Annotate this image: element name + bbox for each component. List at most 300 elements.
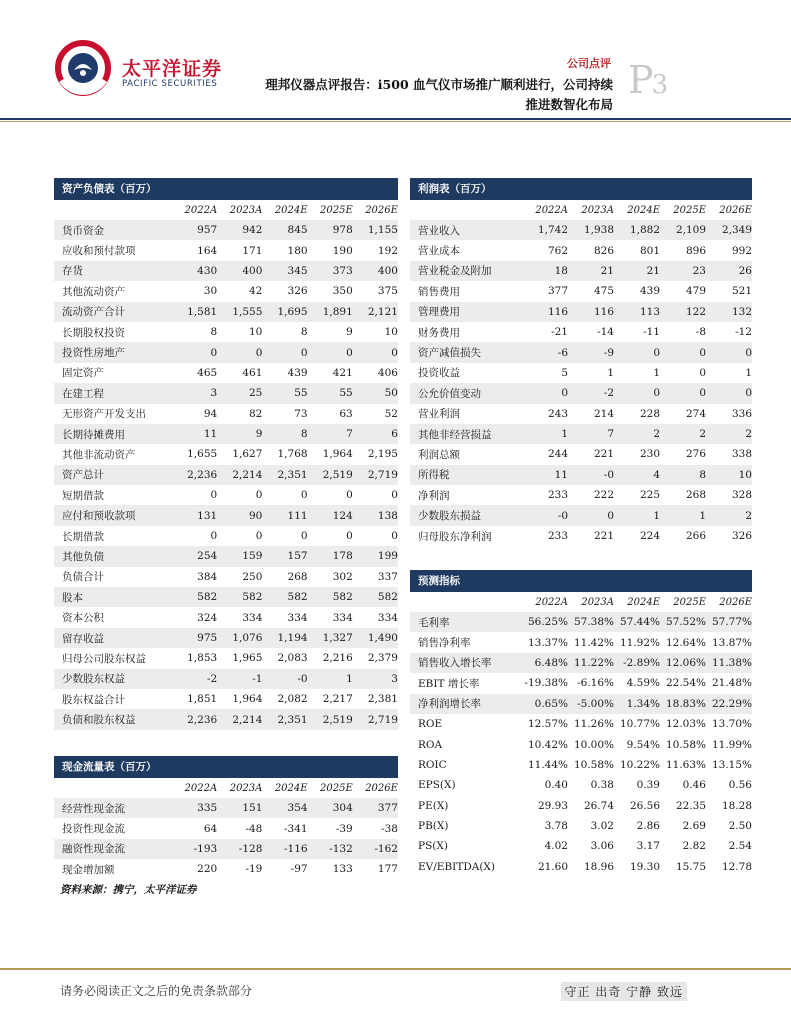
table-row bbox=[54, 546, 398, 566]
year-header: 2022A bbox=[535, 596, 568, 608]
row-value: 11.42% bbox=[573, 636, 614, 649]
row-value: 113 bbox=[639, 305, 660, 318]
row-value: 157 bbox=[287, 550, 308, 563]
row-value: 762 bbox=[547, 244, 568, 257]
row-value: 1,964 bbox=[322, 448, 353, 461]
row-value: 1,853 bbox=[187, 652, 218, 665]
row-value: 122 bbox=[685, 305, 706, 318]
row-value: 159 bbox=[242, 550, 263, 563]
row-value: 221 bbox=[593, 448, 614, 461]
row-value: 21 bbox=[646, 264, 660, 277]
row-value: 2.69 bbox=[682, 820, 706, 833]
row-value: 25 bbox=[249, 387, 263, 400]
row-value: 244 bbox=[547, 448, 568, 461]
row-value: 3 bbox=[210, 387, 218, 400]
row-value: 582 bbox=[242, 591, 263, 604]
row-value: 465 bbox=[197, 366, 218, 379]
row-value: 11.22% bbox=[573, 656, 614, 669]
row-value: -21 bbox=[551, 326, 568, 339]
row-value: 406 bbox=[377, 366, 398, 379]
year-header: 2022A bbox=[184, 782, 218, 794]
row-value: -193 bbox=[193, 842, 218, 855]
row-value: 8 bbox=[300, 428, 308, 441]
row-value: 400 bbox=[377, 264, 398, 277]
year-header: 2026E bbox=[719, 596, 752, 608]
page-number: P3 bbox=[628, 58, 669, 102]
row-label: 应收和预付款项 bbox=[62, 245, 136, 258]
year-header-row bbox=[54, 200, 398, 220]
row-value: 55 bbox=[339, 387, 353, 400]
row-value: 1 bbox=[561, 428, 568, 441]
row-value: -341 bbox=[283, 822, 308, 835]
row-value: 15.75 bbox=[675, 860, 706, 873]
footer-disclaimer: 请务必阅读正文之后的免责条款部分 bbox=[60, 984, 253, 998]
row-label: 管理费用 bbox=[418, 306, 460, 319]
row-value: 268 bbox=[287, 570, 308, 583]
row-value: 957 bbox=[197, 224, 218, 237]
row-value: 224 bbox=[639, 530, 660, 543]
row-value: 42 bbox=[249, 285, 263, 298]
row-value: 11 bbox=[203, 428, 218, 441]
row-value: 2 bbox=[653, 428, 660, 441]
row-value: 0 bbox=[653, 346, 660, 359]
table-row bbox=[410, 505, 752, 525]
row-value: 22.29% bbox=[711, 697, 752, 710]
table-row bbox=[410, 404, 752, 424]
table-row bbox=[54, 607, 398, 627]
year-header: 2023A bbox=[229, 204, 263, 216]
row-value: 975 bbox=[197, 632, 218, 644]
row-value: 0 bbox=[699, 346, 706, 359]
row-value: 326 bbox=[287, 285, 308, 298]
row-value: -2 bbox=[603, 387, 614, 400]
row-value: 178 bbox=[332, 550, 353, 563]
row-value: 57.77% bbox=[711, 616, 752, 629]
year-header: 2024E bbox=[627, 204, 660, 216]
table-header-bar bbox=[54, 756, 398, 778]
row-label: PE(X) bbox=[418, 799, 449, 812]
row-label: 净利润 bbox=[418, 489, 450, 502]
row-label: 在建工程 bbox=[62, 387, 104, 400]
row-value: 2.50 bbox=[728, 820, 752, 833]
row-label: 负债合计 bbox=[62, 571, 104, 584]
table-row bbox=[410, 857, 752, 877]
row-value: -128 bbox=[238, 842, 263, 855]
row-label: 销售净利率 bbox=[418, 637, 471, 650]
row-value: 21.48% bbox=[711, 677, 752, 690]
table-row bbox=[54, 281, 398, 301]
row-value: 11 bbox=[554, 468, 568, 481]
table-row bbox=[54, 383, 398, 403]
row-value: 228 bbox=[639, 407, 660, 420]
row-value: -1 bbox=[252, 672, 263, 685]
table-header-bar bbox=[410, 178, 752, 200]
row-value: 2,195 bbox=[367, 448, 398, 461]
row-value: 26.74 bbox=[583, 799, 614, 812]
footer-motto: 守正 出奇 宁静 致远 bbox=[561, 982, 687, 1001]
row-label: EV/EBITDA(X) bbox=[418, 860, 495, 873]
row-value: 334 bbox=[287, 611, 308, 624]
row-value: 11.92% bbox=[619, 636, 660, 649]
row-value: 3 bbox=[391, 672, 398, 685]
row-label: 流动资产合计 bbox=[62, 306, 125, 319]
row-value: 7 bbox=[607, 428, 614, 441]
row-value: 1,768 bbox=[277, 448, 308, 461]
row-value: 845 bbox=[287, 224, 308, 237]
row-value: 0 bbox=[391, 346, 398, 359]
row-value: 254 bbox=[197, 550, 218, 563]
row-value: 13.87% bbox=[711, 636, 752, 649]
row-value: 268 bbox=[685, 489, 706, 502]
row-value: 439 bbox=[287, 366, 308, 379]
row-label: 短期借款 bbox=[62, 489, 104, 502]
table-row bbox=[410, 465, 752, 485]
row-value: 9 bbox=[346, 326, 353, 339]
row-value: -14 bbox=[597, 326, 614, 339]
row-value: 0 bbox=[346, 346, 353, 359]
row-value: 190 bbox=[332, 244, 353, 257]
row-label: 营业利润 bbox=[418, 408, 460, 421]
table-title: 现金流量表（百万） bbox=[62, 761, 157, 773]
row-value: 90 bbox=[249, 509, 263, 522]
row-value: 461 bbox=[242, 366, 263, 379]
row-value: 64 bbox=[203, 822, 218, 835]
row-label: 销售收入增长率 bbox=[418, 657, 492, 670]
row-value: 131 bbox=[197, 509, 218, 522]
footer-divider bbox=[0, 968, 791, 970]
row-value: 138 bbox=[377, 509, 398, 522]
table-row bbox=[54, 859, 398, 879]
row-label: ROE bbox=[418, 718, 443, 731]
row-label: 资本公积 bbox=[62, 612, 104, 625]
row-value: 230 bbox=[639, 448, 660, 461]
table-row bbox=[410, 632, 752, 652]
row-value: 1,965 bbox=[232, 652, 263, 665]
year-header: 2026E bbox=[365, 204, 398, 216]
row-value: 2,719 bbox=[367, 713, 398, 726]
row-label: 其他负债 bbox=[62, 550, 104, 563]
row-value: 5 bbox=[561, 366, 568, 379]
row-value: 336 bbox=[731, 407, 752, 420]
pacific-securities-logo-icon bbox=[54, 40, 112, 96]
cash-flow-table bbox=[54, 756, 398, 880]
year-header: 2026E bbox=[719, 204, 752, 216]
row-value: 1,695 bbox=[277, 305, 308, 318]
row-value: 582 bbox=[332, 591, 353, 604]
row-value: -19 bbox=[245, 863, 263, 876]
row-value: 377 bbox=[377, 802, 398, 815]
row-value: 1,964 bbox=[232, 693, 263, 706]
row-label: 利润总额 bbox=[418, 448, 460, 461]
row-value: 3.06 bbox=[590, 840, 614, 853]
table-row bbox=[410, 485, 752, 505]
row-value: -132 bbox=[329, 842, 353, 855]
row-value: 192 bbox=[377, 244, 398, 257]
company-name-cn: 太平洋证券 bbox=[122, 58, 223, 80]
year-header: 2026E bbox=[365, 782, 398, 794]
row-label: 营业收入 bbox=[418, 224, 460, 237]
table-row bbox=[410, 816, 752, 836]
row-value: 521 bbox=[731, 285, 752, 298]
row-value: 479 bbox=[685, 285, 706, 298]
row-value: 0 bbox=[300, 489, 308, 502]
row-value: -162 bbox=[374, 842, 398, 855]
table-row bbox=[410, 424, 752, 444]
row-value: 3.17 bbox=[636, 840, 660, 853]
table-row bbox=[410, 261, 752, 281]
year-header: 2022A bbox=[184, 204, 218, 216]
row-value: 377 bbox=[547, 285, 568, 298]
row-value: 11.26% bbox=[573, 718, 614, 731]
balance-sheet-table bbox=[54, 178, 398, 730]
row-value: 2,236 bbox=[187, 468, 218, 481]
table-row bbox=[54, 567, 398, 587]
row-value: 10.42% bbox=[527, 738, 568, 751]
row-value: 1,194 bbox=[277, 632, 308, 644]
table-row bbox=[54, 424, 398, 444]
row-label: ROA bbox=[418, 738, 443, 751]
row-value: 199 bbox=[377, 550, 398, 563]
row-value: 2.86 bbox=[636, 820, 660, 833]
row-label: 股本 bbox=[62, 591, 83, 604]
row-value: 801 bbox=[639, 244, 660, 257]
table-row bbox=[410, 383, 752, 403]
row-value: -19.38% bbox=[524, 677, 568, 690]
table-row bbox=[410, 363, 752, 383]
row-value: 0 bbox=[210, 530, 218, 543]
row-value: 2,719 bbox=[367, 468, 398, 481]
row-value: 116 bbox=[547, 305, 568, 318]
row-label: 其他非流动资产 bbox=[62, 448, 136, 461]
table-title: 预测指标 bbox=[418, 575, 460, 587]
row-value: 225 bbox=[639, 489, 660, 502]
row-value: 1,327 bbox=[322, 632, 353, 644]
company-logo bbox=[54, 40, 223, 96]
row-value: 4.59% bbox=[626, 677, 660, 690]
table-row bbox=[54, 240, 398, 260]
row-value: 21.60 bbox=[537, 860, 568, 873]
row-value: 324 bbox=[197, 611, 218, 624]
row-value: 1,882 bbox=[629, 224, 660, 237]
row-value: 18.28 bbox=[721, 799, 752, 812]
table-row bbox=[54, 465, 398, 485]
row-value: 354 bbox=[287, 802, 308, 815]
row-value: 400 bbox=[242, 264, 263, 277]
row-value: 375 bbox=[377, 285, 398, 298]
row-value: 6 bbox=[391, 428, 398, 441]
row-value: 0 bbox=[699, 387, 706, 400]
row-value: -116 bbox=[283, 842, 308, 855]
row-value: 151 bbox=[242, 802, 263, 815]
row-value: 57.38% bbox=[573, 616, 614, 629]
row-label: 净利润增长率 bbox=[418, 698, 481, 711]
row-value: -2.89% bbox=[623, 656, 660, 669]
table-row bbox=[410, 220, 752, 240]
row-value: 23 bbox=[692, 264, 706, 277]
row-value: 56.25% bbox=[527, 616, 568, 629]
row-value: 475 bbox=[593, 285, 614, 298]
row-value: 116 bbox=[593, 305, 614, 318]
row-value: 13.70% bbox=[711, 718, 752, 731]
row-value: 73 bbox=[294, 407, 308, 420]
row-value: 220 bbox=[197, 863, 218, 876]
row-value: 164 bbox=[197, 244, 218, 257]
row-value: -0 bbox=[557, 509, 568, 522]
row-value: 12.78 bbox=[721, 860, 752, 873]
row-value: 6.48% bbox=[534, 656, 568, 669]
table-row bbox=[54, 302, 398, 322]
row-label: 长期股权投资 bbox=[62, 326, 125, 339]
row-value: 2,349 bbox=[721, 224, 752, 237]
row-value: 0 bbox=[346, 530, 353, 543]
table-row bbox=[410, 342, 752, 362]
row-label: 留存收益 bbox=[62, 632, 104, 645]
row-value: 0 bbox=[255, 530, 263, 543]
row-value: 978 bbox=[332, 224, 353, 237]
row-value: 2 bbox=[745, 428, 752, 441]
row-value: 0.56 bbox=[728, 779, 752, 792]
row-label: 资产总计 bbox=[62, 469, 104, 482]
row-label: 负债和股东权益 bbox=[62, 714, 136, 727]
row-value: 4.02 bbox=[544, 840, 568, 853]
table-row bbox=[54, 342, 398, 362]
row-value: 132 bbox=[731, 305, 752, 318]
row-value: 222 bbox=[593, 489, 614, 502]
row-value: -2 bbox=[206, 672, 218, 685]
row-value: 0.39 bbox=[636, 779, 660, 792]
row-value: 11.99% bbox=[711, 738, 752, 751]
row-label: PB(X) bbox=[418, 820, 449, 833]
row-value: 430 bbox=[197, 264, 218, 277]
table-header-bar bbox=[410, 570, 752, 592]
table-row bbox=[54, 404, 398, 424]
row-value: 4 bbox=[653, 468, 660, 481]
row-value: 11.38% bbox=[711, 656, 752, 669]
row-value: 1,076 bbox=[232, 632, 263, 644]
row-value: 2,121 bbox=[367, 305, 398, 318]
row-value: 9.54% bbox=[626, 738, 660, 751]
table-row bbox=[54, 669, 398, 689]
year-header: 2025E bbox=[673, 204, 706, 216]
table-row bbox=[54, 444, 398, 464]
row-value: 373 bbox=[332, 264, 353, 277]
row-label: 货币资金 bbox=[62, 224, 104, 237]
row-label: 销售费用 bbox=[418, 285, 460, 298]
row-value: 1 bbox=[653, 366, 660, 379]
row-value: 0 bbox=[210, 489, 218, 502]
report-title-line1: 理邦仪器点评报告：i500 血气仪市场推广顺利进行，公司持续 bbox=[265, 77, 613, 92]
row-label: 营业成本 bbox=[418, 245, 460, 258]
row-value: 180 bbox=[287, 244, 308, 257]
year-header-row bbox=[54, 778, 398, 798]
row-value: -12 bbox=[735, 326, 752, 339]
row-value: 111 bbox=[287, 509, 308, 522]
row-value: 0 bbox=[607, 509, 614, 522]
row-value: 10 bbox=[384, 326, 398, 339]
table-row bbox=[410, 673, 752, 693]
row-label: 归母股东净利润 bbox=[418, 530, 492, 543]
row-value: 0 bbox=[653, 387, 660, 400]
row-value: 3.02 bbox=[590, 820, 614, 833]
row-value: 2.82 bbox=[682, 840, 706, 853]
row-value: 10.22% bbox=[619, 758, 660, 771]
row-label: 财务费用 bbox=[418, 326, 460, 339]
row-value: -8 bbox=[695, 326, 706, 339]
table-row bbox=[54, 818, 398, 838]
row-value: 26 bbox=[738, 264, 752, 277]
table-row bbox=[410, 526, 752, 546]
row-value: 22.54% bbox=[665, 677, 706, 690]
row-label: 所得税 bbox=[418, 469, 450, 482]
row-value: 22.35 bbox=[675, 799, 706, 812]
row-value: -0 bbox=[297, 672, 308, 685]
row-value: 1,490 bbox=[367, 632, 398, 644]
row-value: 334 bbox=[242, 611, 263, 624]
row-value: 439 bbox=[639, 285, 660, 298]
row-value: 10 bbox=[249, 326, 263, 339]
row-value: 1,938 bbox=[583, 224, 614, 237]
row-value: 243 bbox=[547, 407, 568, 420]
row-value: 221 bbox=[593, 530, 614, 543]
row-value: 0.65% bbox=[534, 697, 568, 710]
year-header: 2025E bbox=[320, 782, 353, 794]
row-label: 其他非经营损益 bbox=[418, 428, 492, 441]
row-value: 335 bbox=[197, 802, 218, 815]
row-value: -97 bbox=[290, 863, 308, 876]
row-value: 8 bbox=[300, 326, 308, 339]
row-value: 1,851 bbox=[187, 693, 218, 706]
row-value: -38 bbox=[381, 822, 398, 835]
table-row bbox=[54, 322, 398, 342]
row-value: 0 bbox=[255, 489, 263, 502]
row-value: 2,083 bbox=[277, 652, 308, 665]
table-row bbox=[54, 628, 398, 648]
table-row bbox=[410, 734, 752, 754]
row-value: 2 bbox=[745, 509, 752, 522]
row-value: 10.00% bbox=[573, 738, 614, 751]
row-value: 1 bbox=[653, 509, 660, 522]
row-value: 2,351 bbox=[277, 713, 308, 726]
row-value: 0 bbox=[745, 387, 752, 400]
row-value: 94 bbox=[203, 407, 218, 420]
row-value: 0.38 bbox=[590, 779, 614, 792]
row-value: 326 bbox=[731, 530, 752, 543]
row-label: 投资性房地产 bbox=[62, 347, 125, 360]
row-label: PS(X) bbox=[418, 840, 448, 853]
row-value: 2,351 bbox=[277, 468, 308, 481]
row-value: 12.57% bbox=[527, 718, 568, 731]
row-value: 1 bbox=[607, 366, 614, 379]
row-value: 1 bbox=[346, 672, 353, 685]
row-value: -5.00% bbox=[577, 697, 614, 710]
row-label: 投资性现金流 bbox=[62, 823, 125, 836]
row-value: 8 bbox=[210, 326, 218, 339]
year-header: 2025E bbox=[673, 596, 706, 608]
row-value: 55 bbox=[294, 387, 308, 400]
table-row bbox=[54, 709, 398, 729]
row-label: 股东权益合计 bbox=[62, 693, 125, 706]
row-value: 421 bbox=[332, 366, 353, 379]
row-value: 12.06% bbox=[665, 656, 706, 669]
table-row bbox=[410, 714, 752, 734]
row-value: 0 bbox=[745, 346, 752, 359]
row-value: 345 bbox=[287, 264, 308, 277]
table-row bbox=[410, 653, 752, 673]
forecast-indicators-table bbox=[410, 570, 752, 877]
table-row bbox=[54, 648, 398, 668]
row-value: -48 bbox=[245, 822, 263, 835]
data-source-note: 资料来源：携宁，太平洋证券 bbox=[60, 884, 197, 896]
